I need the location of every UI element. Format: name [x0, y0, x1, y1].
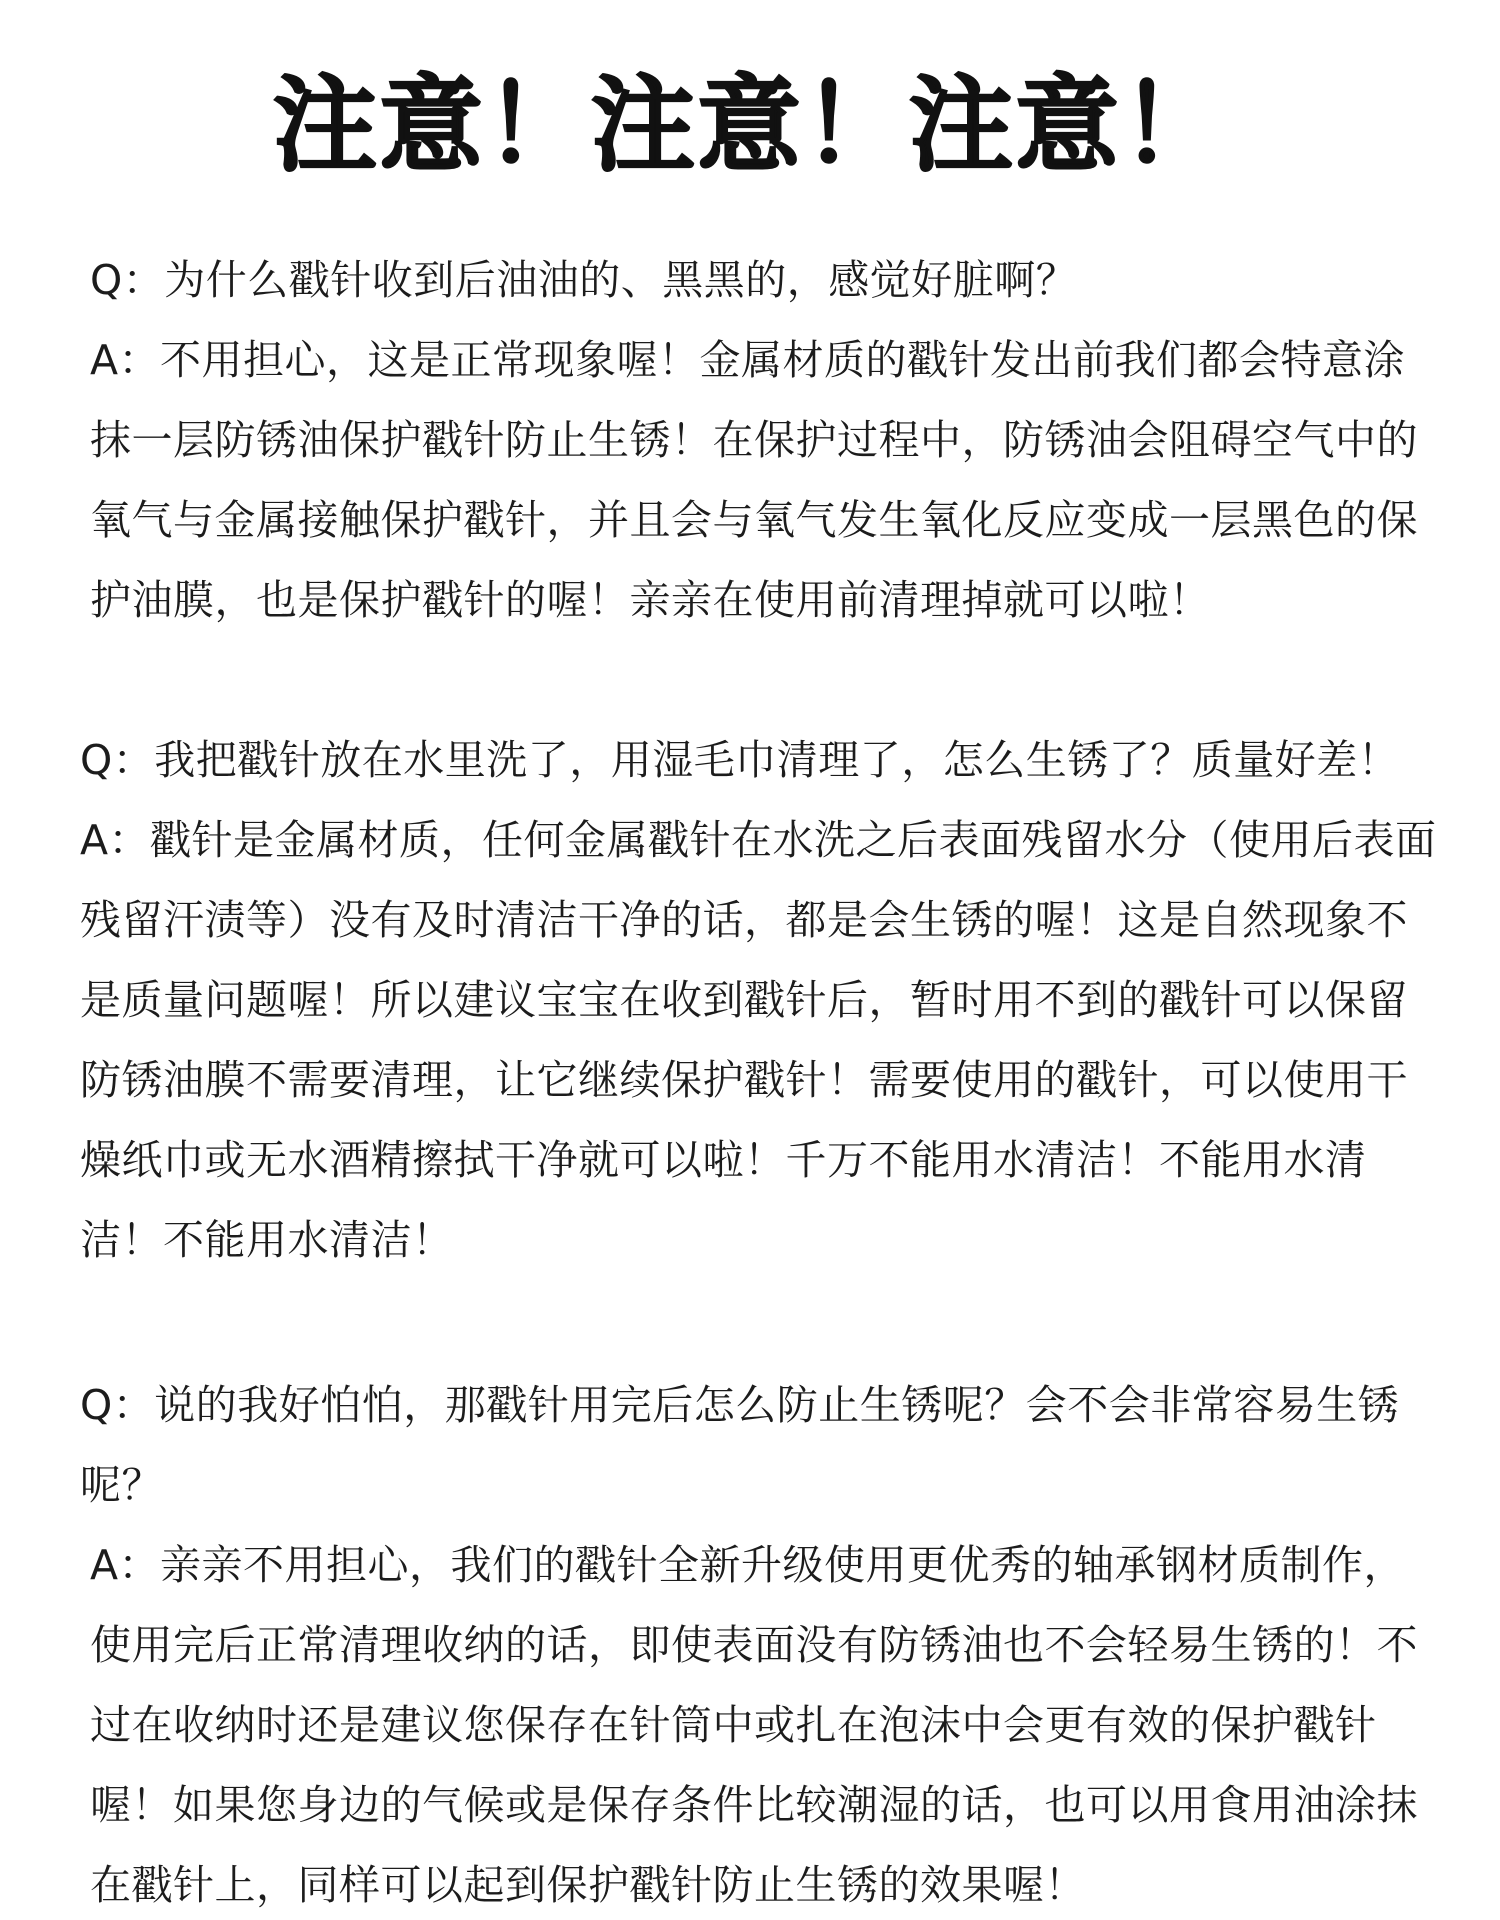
faq-question: Q：为什么戳针收到后油油的、黑黑的，感觉好脏啊？ [90, 256, 1078, 304]
faq-item [80, 1365, 1440, 1920]
faq-answer: A：不用担心，这是正常现象喔！金属材质的戳针发出前我们都会特意涂抹一层防锈油保护戳针防止生锈！在保护过程中，防锈油会阻碍空气中的氧气与金属接触保护戳针，并且会与氧气发生氧化反应变成一层黑色的保护油膜，也是保护戳针的喔！亲亲在使用前清理掉就可以啦！ [90, 336, 1418, 624]
faq-question: Q：我把戳针放在水里洗了，用湿毛巾清理了，怎么生锈了？质量好差！ [80, 736, 1400, 784]
faq-answer: A：戳针是金属材质，任何金属戳针在水洗之后表面残留水分（使用后表面残留汗渍等）没有及时清洁干净的话，都是会生锈的喔！这是自然现象不是质量问题喔！所以建议宝宝在收到戳针后，暂时用不到的戳针可以保留防锈油膜不需要清理，让它继续保护戳针！需要使用的戳针，可以使用干燥纸巾或无水酒精擦拭干净就可以啦！千万不能用水清洁！不能用水清洁！不能用水清洁！ [80, 816, 1437, 1264]
faq-question: Q：说的我好怕怕，那戳针用完后怎么防止生锈呢？会不会非常容易生锈呢？ [80, 1381, 1400, 1509]
faq-answer: A：亲亲不用担心，我们的戳针全新升级使用更优秀的轴承钢材质制作，使用完后正常清理收纳的话，即使表面没有防锈油也不会轻易生锈的！不过在收纳时还是建议您保存在针筒中或扎在泡沫中会更有效的保护戳针喔！如果您身边的气候或是保存条件比较潮湿的话，也可以用食用油涂抹在戳针上，同样可以起到保护戳针防止生锈的效果喔！ [90, 1541, 1418, 1909]
faq-item [80, 240, 1440, 640]
page-title: 注意！注意！注意！ [272, 64, 1227, 186]
faq-item [80, 720, 1440, 1280]
